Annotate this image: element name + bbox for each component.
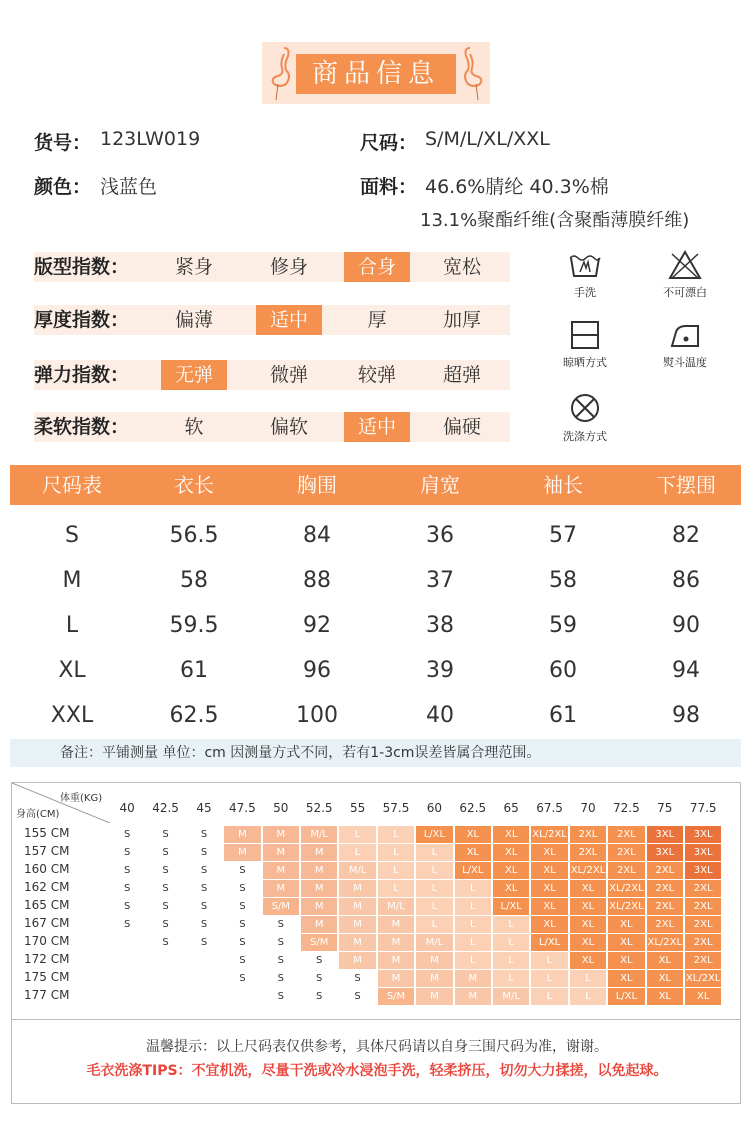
size-value: S/M/L/XL/XXL bbox=[425, 128, 550, 150]
grid-cell bbox=[109, 970, 145, 987]
size-table-cell: 58 bbox=[549, 568, 577, 593]
grid-cell: M bbox=[455, 970, 491, 987]
iron-icon bbox=[668, 320, 702, 350]
index-label: 柔软指数： bbox=[34, 416, 130, 438]
grid-cell: L bbox=[493, 952, 529, 969]
wash-method-icon bbox=[569, 392, 601, 424]
grid-cell: M bbox=[378, 934, 414, 951]
grid-cell: M bbox=[224, 844, 260, 861]
grid-cell: L bbox=[455, 916, 491, 933]
grid-cell: 2XL bbox=[685, 898, 721, 915]
grid-cell bbox=[186, 952, 222, 969]
index-option: 偏软 bbox=[269, 416, 308, 438]
page-title: 商品信息 bbox=[296, 54, 456, 94]
size-table-cell: 60 bbox=[549, 658, 577, 683]
size-label: 尺码： bbox=[360, 132, 418, 154]
size-table-header-cell: 下摆围 bbox=[656, 473, 716, 497]
grid-cell: L bbox=[455, 880, 491, 897]
hand-wash-icon bbox=[568, 250, 602, 280]
grid-weight-header: 45 bbox=[196, 801, 212, 815]
grid-cell: M bbox=[339, 952, 375, 969]
grid-cell: L bbox=[531, 988, 567, 1005]
grid-cell: L bbox=[378, 844, 414, 861]
grid-cell: 2XL bbox=[685, 952, 721, 969]
grid-height-label: 177 CM bbox=[24, 988, 70, 1002]
grid-cell: M/L bbox=[493, 988, 529, 1005]
grid-cell: 3XL bbox=[647, 826, 683, 843]
index-row bbox=[34, 360, 510, 390]
grid-cell: XL bbox=[608, 952, 644, 969]
grid-cell: L bbox=[570, 988, 606, 1005]
care-label: 不可漂白 bbox=[663, 286, 707, 299]
grid-height-label: 160 CM bbox=[24, 862, 70, 876]
grid-cell: M bbox=[224, 826, 260, 843]
care-iron bbox=[645, 320, 725, 370]
grid-cell bbox=[109, 988, 145, 1005]
grid-cell bbox=[186, 988, 222, 1005]
grid-cell: 2XL bbox=[647, 862, 683, 879]
size-table-cell: 59.5 bbox=[169, 613, 219, 638]
grid-cell: L bbox=[493, 970, 529, 987]
grid-cell: M/L bbox=[378, 898, 414, 915]
size-table-cell: 37 bbox=[426, 568, 454, 593]
grid-cell bbox=[186, 970, 222, 987]
care-wash-method bbox=[545, 392, 625, 444]
grid-cell: 2XL bbox=[685, 934, 721, 951]
item-no-label: 货号： bbox=[34, 132, 92, 154]
index-option: 微弹 bbox=[269, 364, 308, 386]
grid-cell: S bbox=[277, 937, 284, 948]
grid-cell: S bbox=[239, 955, 246, 966]
grid-cell: S bbox=[316, 955, 323, 966]
size-table-cell: 88 bbox=[303, 568, 331, 593]
size-table-cell: 94 bbox=[672, 658, 700, 683]
grid-cell: XL bbox=[531, 880, 567, 897]
grid-weight-header: 75 bbox=[657, 801, 673, 815]
care-label: 手洗 bbox=[574, 286, 596, 299]
grid-weight-header: 60 bbox=[426, 801, 443, 815]
no-bleach-icon bbox=[668, 250, 702, 280]
grid-cell: XL bbox=[647, 988, 683, 1005]
index-option: 加厚 bbox=[442, 309, 481, 331]
color-label: 颜色： bbox=[34, 176, 92, 198]
grid-cell: S bbox=[124, 829, 131, 840]
grid-cell: S bbox=[124, 901, 131, 912]
grid-cell: XL bbox=[531, 898, 567, 915]
grid-cell: M bbox=[339, 880, 375, 897]
grid-height-label: 167 CM bbox=[24, 916, 70, 930]
grid-cell: XL bbox=[531, 844, 567, 861]
grid-cell: 2XL bbox=[570, 844, 606, 861]
grid-weight-header: 62.5 bbox=[459, 801, 487, 815]
grid-cell: XL bbox=[570, 952, 606, 969]
grid-cell: XL bbox=[531, 916, 567, 933]
size-recommend-grid bbox=[11, 782, 741, 1020]
index-label: 弹力指数： bbox=[34, 364, 130, 386]
grid-cell: S bbox=[162, 883, 169, 894]
grid-cell: S bbox=[200, 883, 208, 894]
index-option: 宽松 bbox=[442, 256, 481, 278]
care-label: 晾晒方式 bbox=[563, 356, 607, 369]
grid-cell: M/L bbox=[339, 862, 375, 879]
grid-cell: XL bbox=[531, 862, 567, 879]
grid-cell: XL bbox=[608, 916, 644, 933]
grid-cell: L bbox=[531, 970, 567, 987]
size-table-cell: 40 bbox=[426, 703, 454, 728]
size-table-cell: 59 bbox=[549, 613, 577, 638]
grid-cell: S bbox=[277, 919, 284, 930]
grid-cell: S bbox=[200, 919, 208, 930]
size-table-cell: 38 bbox=[426, 613, 454, 638]
grid-cell: S bbox=[316, 973, 323, 984]
grid-cell: M bbox=[301, 844, 337, 861]
grid-cell: L bbox=[378, 880, 414, 897]
grid-cell: M bbox=[301, 916, 337, 933]
grid-weight-header: 42.5 bbox=[152, 801, 179, 815]
grid-cell: XL bbox=[493, 844, 529, 861]
size-table-header-cell: 衣长 bbox=[174, 473, 214, 497]
size-table-header-cell: 尺码表 bbox=[42, 473, 102, 497]
grid-cell: L bbox=[378, 826, 414, 843]
grid-cell: S bbox=[277, 973, 284, 984]
grid-cell: XL bbox=[647, 970, 683, 987]
grid-cell: 2XL bbox=[608, 862, 644, 879]
index-option: 修身 bbox=[269, 256, 308, 278]
size-table-cell: XL bbox=[58, 658, 86, 683]
grid-cell: S bbox=[277, 955, 284, 966]
height-axis-label: 身高(CM) bbox=[16, 809, 60, 820]
fabric-value-line2: 13.1%聚酯纤维(含聚酯薄膜纤维) bbox=[420, 210, 690, 231]
title-banner bbox=[262, 42, 490, 104]
grid-cell bbox=[109, 952, 145, 969]
index-option: 超弹 bbox=[442, 364, 481, 386]
grid-cell: XL bbox=[493, 826, 529, 843]
fabric-label: 面料： bbox=[360, 176, 418, 198]
grid-cell: S bbox=[200, 937, 208, 948]
grid-weight-header: 65 bbox=[503, 801, 519, 815]
index-option-selected: 适中 bbox=[256, 305, 322, 335]
size-table-cell: 56.5 bbox=[169, 523, 219, 548]
grid-cell: M bbox=[378, 970, 414, 987]
grid-cell: S bbox=[162, 847, 169, 858]
grid-cell: XL/2XL bbox=[531, 826, 567, 843]
tip-line-2: 毛衣洗涤TIPS：不宜机洗，尽量干洗或冷水浸泡手洗，轻柔挤压，切勿大力揉搓，以免起球。 bbox=[86, 1063, 668, 1079]
index-option-selected: 适中 bbox=[344, 412, 410, 442]
grid-cell: S bbox=[200, 865, 208, 876]
size-table-cell: 57 bbox=[549, 523, 577, 548]
size-table-cell: XXL bbox=[50, 703, 94, 728]
index-row bbox=[34, 412, 510, 442]
grid-cell: S bbox=[239, 919, 246, 930]
grid-cell: L/XL bbox=[455, 862, 491, 879]
grid-cell: S bbox=[277, 991, 284, 1002]
grid-cell: M bbox=[416, 952, 452, 969]
index-label: 厚度指数： bbox=[34, 309, 130, 331]
grid-cell: XL/2XL bbox=[570, 862, 606, 879]
grid-height-label: 165 CM bbox=[24, 898, 70, 912]
grid-cell: 2XL bbox=[647, 880, 683, 897]
grid-cell: S bbox=[239, 865, 246, 876]
tips-box bbox=[11, 1020, 741, 1104]
grid-cell: S bbox=[124, 865, 131, 876]
grid-cell: L bbox=[570, 970, 606, 987]
grid-weight-header: 70 bbox=[580, 801, 596, 815]
grid-cell: 2XL bbox=[647, 916, 683, 933]
grid-cell: M bbox=[416, 970, 452, 987]
grid-cell: S bbox=[239, 883, 246, 894]
size-table-cell: 61 bbox=[549, 703, 577, 728]
grid-cell: 2XL bbox=[685, 880, 721, 897]
grid-cell: L bbox=[339, 826, 375, 843]
weight-axis-label: 体重(KG) bbox=[60, 793, 103, 804]
fabric-value-line1: 46.6%腈纶 40.3%棉 bbox=[425, 176, 609, 198]
grid-cell: L bbox=[416, 880, 452, 897]
size-table-cell: 92 bbox=[303, 613, 331, 638]
grid-cell: 3XL bbox=[685, 862, 721, 879]
size-table-cell: 36 bbox=[426, 523, 454, 548]
index-option: 厚 bbox=[367, 309, 387, 331]
grid-cell: S bbox=[239, 937, 246, 948]
grid-cell: S bbox=[162, 901, 169, 912]
size-table-header-cell: 袖长 bbox=[543, 473, 583, 497]
index-row bbox=[34, 252, 510, 282]
grid-cell bbox=[147, 988, 183, 1005]
flamingo-icon bbox=[456, 44, 490, 100]
grid-cell: M/L bbox=[301, 826, 337, 843]
care-drying bbox=[545, 320, 625, 370]
index-option: 偏硬 bbox=[442, 416, 481, 438]
grid-weight-header: 77.5 bbox=[689, 801, 717, 815]
grid-cell: 2XL bbox=[647, 898, 683, 915]
grid-cell: L bbox=[416, 862, 452, 879]
grid-cell: M bbox=[263, 844, 299, 861]
index-option: 软 bbox=[184, 416, 204, 438]
grid-cell: L bbox=[455, 898, 491, 915]
grid-cell: M bbox=[301, 862, 337, 879]
grid-cell: L bbox=[493, 934, 529, 951]
drying-icon bbox=[570, 320, 600, 350]
grid-cell: M bbox=[263, 880, 299, 897]
grid-cell: S bbox=[200, 829, 208, 840]
grid-cell: L bbox=[378, 862, 414, 879]
grid-cell bbox=[109, 934, 145, 951]
grid-cell: 3XL bbox=[685, 826, 721, 843]
grid-cell: L bbox=[455, 952, 491, 969]
care-label: 熨斗温度 bbox=[663, 356, 707, 369]
grid-weight-header: 52.5 bbox=[305, 801, 333, 815]
grid-cell: S bbox=[124, 883, 131, 894]
grid-cell: M bbox=[301, 898, 337, 915]
grid-cell: S bbox=[162, 937, 169, 948]
grid-cell: L/XL bbox=[493, 898, 529, 915]
grid-cell: XL bbox=[685, 988, 721, 1005]
grid-cell: XL/2XL bbox=[685, 970, 721, 987]
grid-cell: M bbox=[263, 862, 299, 879]
tip-line-1: 温馨提示：以上尺码表仅供参考，具体尺码请以自身三围尺码为准，谢谢。 bbox=[146, 1039, 608, 1055]
grid-cell: S bbox=[239, 901, 246, 912]
grid-cell: S bbox=[124, 847, 131, 858]
grid-cell: S/M bbox=[263, 898, 299, 915]
care-hand-wash bbox=[545, 250, 625, 300]
grid-cell: S bbox=[162, 829, 169, 840]
grid-cell: M bbox=[339, 898, 375, 915]
grid-cell: M bbox=[301, 880, 337, 897]
grid-cell: XL bbox=[608, 934, 644, 951]
grid-cell: S/M bbox=[301, 934, 337, 951]
care-label: 洗涤方式 bbox=[563, 430, 607, 443]
flamingo-icon bbox=[264, 44, 298, 100]
grid-cell: XL bbox=[647, 952, 683, 969]
index-row bbox=[34, 305, 510, 335]
grid-cell: S bbox=[124, 919, 131, 930]
grid-cell: 2XL bbox=[685, 916, 721, 933]
grid-cell: S/M bbox=[378, 988, 414, 1005]
grid-cell: XL bbox=[570, 880, 606, 897]
grid-weight-header: 50 bbox=[273, 801, 289, 815]
grid-cell: M bbox=[378, 952, 414, 969]
grid-cell: XL/2XL bbox=[608, 880, 644, 897]
grid-cell: L/XL bbox=[416, 826, 452, 843]
size-table-cell: 39 bbox=[426, 658, 454, 683]
grid-height-label: 172 CM bbox=[24, 952, 70, 966]
grid-cell bbox=[224, 988, 260, 1005]
grid-cell: XL/2XL bbox=[647, 934, 683, 951]
size-table-header-cell: 胸围 bbox=[297, 473, 337, 497]
index-option-selected: 无弹 bbox=[161, 360, 227, 390]
size-table-cell: 90 bbox=[672, 613, 700, 638]
grid-cell: L bbox=[416, 898, 452, 915]
index-label: 版型指数： bbox=[34, 256, 130, 278]
grid-weight-header: 67.5 bbox=[536, 801, 563, 815]
grid-cell: M/L bbox=[416, 934, 452, 951]
grid-height-label: 157 CM bbox=[24, 844, 70, 858]
grid-cell: S bbox=[354, 973, 361, 984]
size-table-cell: 86 bbox=[672, 568, 700, 593]
item-no-value: 123LW019 bbox=[100, 128, 201, 150]
grid-cell: 3XL bbox=[647, 844, 683, 861]
size-note: 备注：平铺测量 单位：cm 因测量方式不同，若有1-3cm误差皆属合理范围。 bbox=[10, 739, 741, 767]
index-option: 较弹 bbox=[357, 364, 396, 386]
grid-weight-header: 40 bbox=[119, 801, 135, 815]
size-table-cell: 100 bbox=[296, 703, 338, 728]
size-table-cell: S bbox=[65, 523, 79, 548]
grid-cell: 2XL bbox=[570, 826, 606, 843]
grid-cell: XL bbox=[493, 862, 529, 879]
grid-cell: M bbox=[339, 934, 375, 951]
grid-height-label: 162 CM bbox=[24, 880, 70, 894]
grid-cell: S bbox=[316, 991, 323, 1002]
size-table-cell: 98 bbox=[672, 703, 700, 728]
grid-cell: S bbox=[162, 919, 169, 930]
grid-cell: L bbox=[339, 844, 375, 861]
size-table-header-cell: 肩宽 bbox=[420, 473, 460, 497]
grid-height-label: 155 CM bbox=[24, 826, 70, 840]
grid-cell: M bbox=[339, 916, 375, 933]
grid-cell: M bbox=[416, 988, 452, 1005]
grid-height-label: 175 CM bbox=[24, 970, 70, 984]
grid-weight-header: 57.5 bbox=[382, 801, 410, 815]
grid-cell bbox=[147, 952, 183, 969]
grid-cell: M bbox=[455, 988, 491, 1005]
care-no-bleach bbox=[645, 250, 725, 300]
grid-cell: XL bbox=[570, 934, 606, 951]
index-option: 偏薄 bbox=[174, 309, 213, 331]
grid-cell: S bbox=[200, 901, 208, 912]
size-table-cell: M bbox=[62, 568, 82, 593]
grid-cell bbox=[147, 970, 183, 987]
grid-cell: 2XL bbox=[608, 826, 644, 843]
size-table-cell: 82 bbox=[672, 523, 700, 548]
grid-cell: L bbox=[493, 916, 529, 933]
index-option-selected: 合身 bbox=[344, 252, 410, 282]
grid-cell: M bbox=[263, 826, 299, 843]
size-table-cell: 61 bbox=[180, 658, 208, 683]
size-table-cell: 62.5 bbox=[169, 703, 219, 728]
grid-weight-header: 47.5 bbox=[229, 801, 256, 815]
grid-cell: XL bbox=[570, 898, 606, 915]
grid-cell: L/XL bbox=[531, 934, 567, 951]
grid-cell: S bbox=[162, 865, 169, 876]
grid-cell: L bbox=[531, 952, 567, 969]
size-table-cell: 58 bbox=[180, 568, 208, 593]
grid-cell: XL bbox=[608, 970, 644, 987]
grid-cell: XL/2XL bbox=[608, 898, 644, 915]
size-table-header bbox=[10, 465, 741, 505]
color-value: 浅蓝色 bbox=[100, 176, 158, 198]
grid-cell: XL bbox=[455, 844, 491, 861]
size-table-cell: L bbox=[65, 613, 79, 638]
grid-cell: L bbox=[455, 934, 491, 951]
grid-weight-header: 72.5 bbox=[613, 801, 640, 815]
grid-cell: L/XL bbox=[608, 988, 644, 1005]
grid-cell: XL bbox=[570, 916, 606, 933]
grid-cell: XL bbox=[493, 880, 529, 897]
size-table-cell: 84 bbox=[303, 523, 331, 548]
grid-cell: XL bbox=[455, 826, 491, 843]
index-option: 紧身 bbox=[174, 256, 213, 278]
grid-height-label: 170 CM bbox=[24, 934, 70, 948]
grid-weight-header: 55 bbox=[349, 801, 366, 815]
size-table-cell: 96 bbox=[303, 658, 331, 683]
grid-cell: 3XL bbox=[685, 844, 721, 861]
grid-cell: 2XL bbox=[608, 844, 644, 861]
grid-cell: L bbox=[416, 916, 452, 933]
grid-cell: L bbox=[416, 844, 452, 861]
grid-cell: S bbox=[200, 847, 208, 858]
grid-cell: S bbox=[239, 973, 246, 984]
grid-cell: M bbox=[378, 916, 414, 933]
grid-cell: S bbox=[354, 991, 361, 1002]
